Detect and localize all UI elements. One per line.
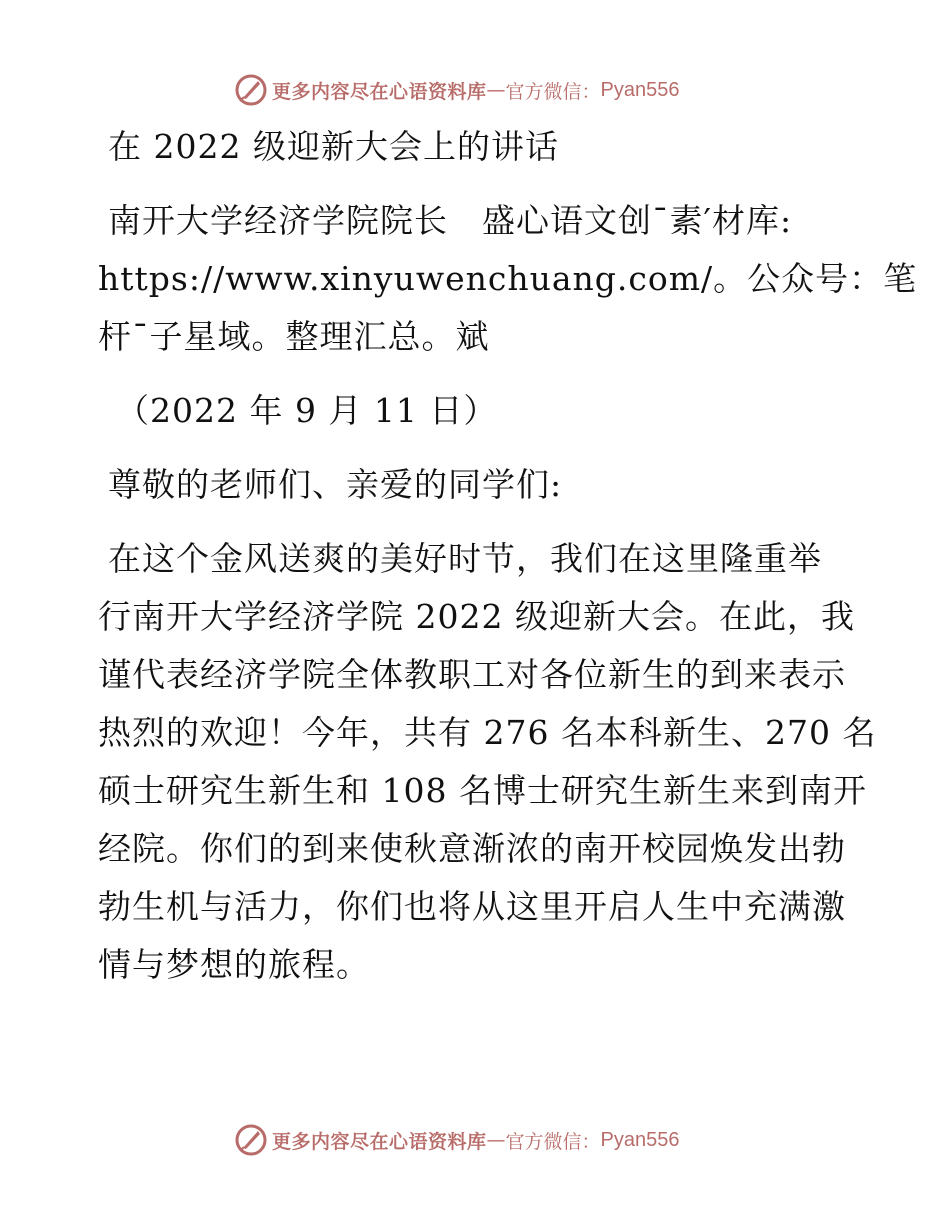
- author-line: https://www.xinyuwenchuang.com/。公众号：笔: [98, 259, 918, 298]
- author-line: 南开大学经济学院院长 盛心语文创¯素′材库:: [108, 201, 793, 240]
- body-line: 谨代表经济学院全体教职工对各位新生的到来表示: [98, 655, 846, 694]
- body-line: 硕士研究生新生和 108 名博士研究生新生来到南开: [98, 771, 867, 810]
- document-body: [98, 118, 918, 994]
- banner-official-label: 官方微信：: [505, 1130, 601, 1153]
- body-line: 勃生机与活力，你们也将从这里开启人生中充满激: [98, 887, 846, 926]
- body-line: 热烈的欢迎！今年，共有 276 名本科新生、270 名: [98, 713, 877, 752]
- banner-separator: —: [486, 79, 506, 101]
- body-paragraph: [98, 530, 877, 994]
- body-line: 在这个金风送爽的美好时节，我们在这里隆重举: [108, 539, 822, 578]
- banner-brand-text: 更多内容尽在心语资料库: [272, 1130, 487, 1153]
- banner-separator: —: [486, 1129, 506, 1151]
- speech-date: （2022 年 9 月 11 日）: [116, 391, 498, 430]
- body-line: 行南开大学经济学院 2022 级迎新大会。在此，我: [98, 597, 855, 636]
- footer-banner: [234, 1122, 680, 1158]
- banner-brand-text: 更多内容尽在心语资料库: [272, 80, 487, 103]
- quill-pen-icon: [234, 1123, 268, 1157]
- banner-official-label: 官方微信：: [505, 80, 601, 103]
- header-banner: [234, 72, 680, 108]
- author-paragraph: [98, 192, 918, 366]
- body-line: 经院。你们的到来使秋意渐浓的南开校园焕发出勃: [98, 829, 846, 868]
- banner-wechat-id: Pyan556: [600, 1128, 680, 1151]
- quill-pen-icon: [234, 73, 268, 107]
- banner-wechat-id: Pyan556: [600, 78, 680, 101]
- document-title: 在 2022 级迎新大会上的讲话: [108, 127, 559, 166]
- salutation: 尊敬的老师们、亲爱的同学们:: [108, 465, 563, 504]
- body-line: 情与梦想的旅程。: [98, 945, 370, 984]
- author-line: 杆¯子星域。整理汇总。斌: [98, 317, 490, 356]
